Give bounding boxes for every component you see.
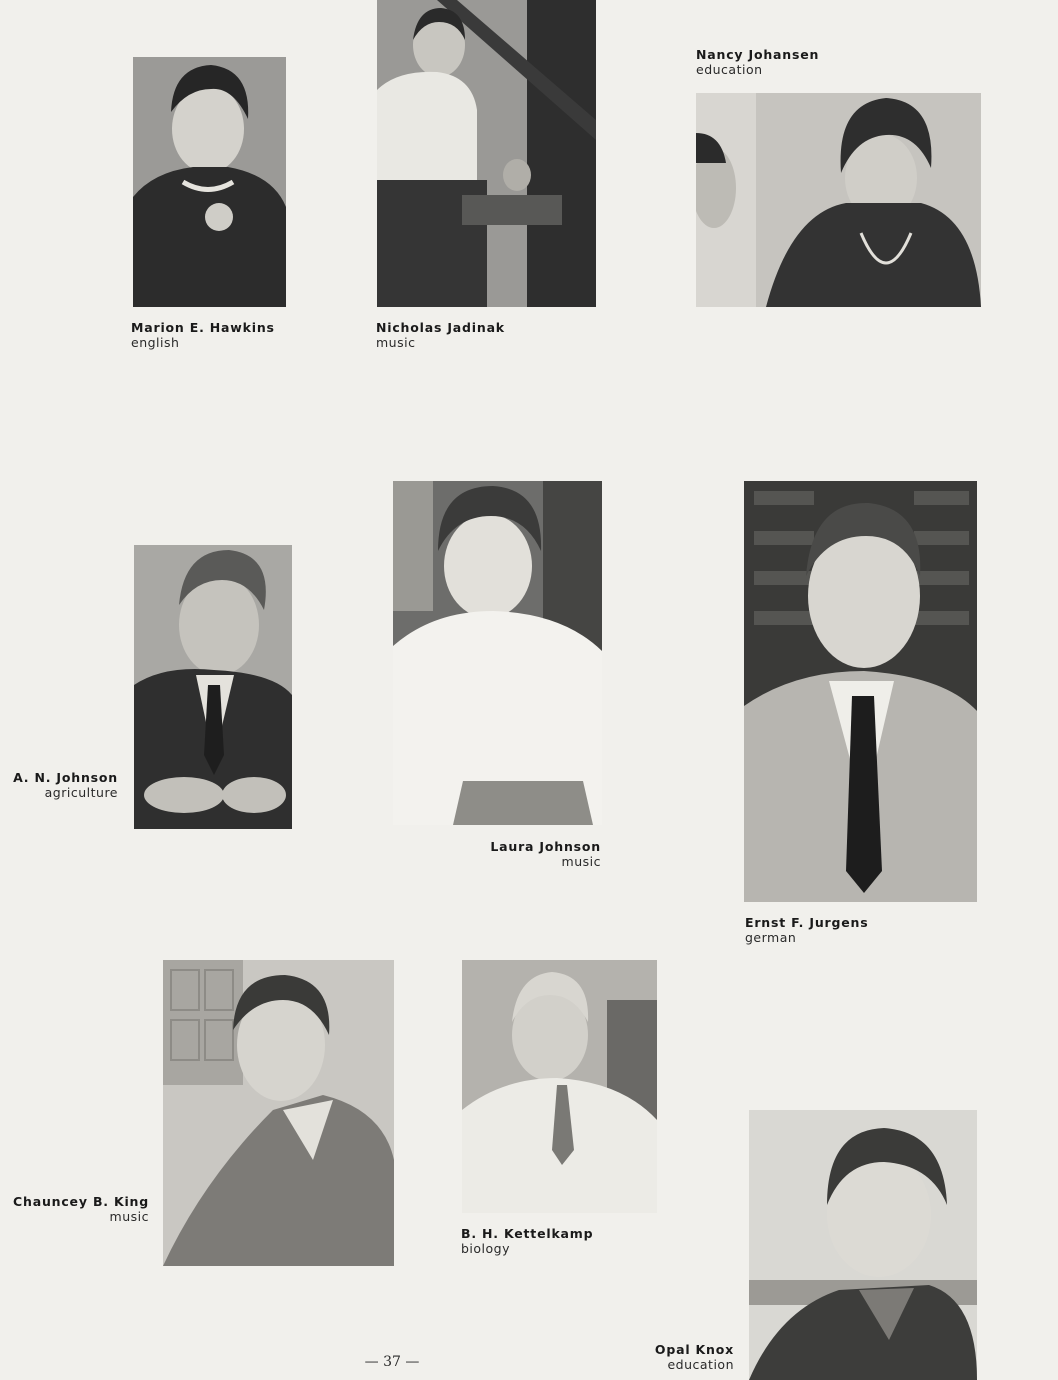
faculty-department: music bbox=[376, 335, 416, 350]
faculty-name: Ernst F. Jurgens bbox=[745, 915, 869, 930]
faculty-name: Opal Knox bbox=[654, 1342, 734, 1357]
faculty-department: education bbox=[667, 1357, 734, 1372]
faculty-name: Nancy Johansen bbox=[696, 47, 820, 62]
portrait-photo-an-johnson bbox=[134, 545, 292, 829]
portrait-photo-king bbox=[163, 960, 394, 1266]
faculty-department: agriculture bbox=[44, 785, 118, 800]
page-number: — 37 — bbox=[364, 1354, 420, 1370]
portrait-photo-laura-johnson bbox=[393, 481, 602, 825]
portrait-photo-jurgens bbox=[744, 481, 977, 902]
faculty-department: biology bbox=[461, 1241, 511, 1256]
faculty-department: english bbox=[131, 335, 180, 350]
faculty-name: Chauncey B. King bbox=[13, 1194, 149, 1209]
faculty-name: Nicholas Jadinak bbox=[376, 320, 505, 335]
portrait-photo-johansen bbox=[696, 93, 981, 307]
faculty-name: Marion E. Hawkins bbox=[131, 320, 275, 335]
portrait-photo-hawkins bbox=[133, 57, 286, 307]
caption-laura-johnson bbox=[490, 839, 601, 869]
faculty-department: music bbox=[109, 1209, 149, 1224]
faculty-name: Laura Johnson bbox=[490, 839, 601, 854]
caption-king bbox=[13, 1194, 149, 1224]
caption-knox bbox=[655, 1342, 734, 1372]
portrait-photo-knox bbox=[749, 1110, 977, 1380]
portrait-photo-kettelkamp bbox=[462, 960, 657, 1213]
faculty-department: music bbox=[561, 854, 601, 869]
portrait-photo-jadinak bbox=[377, 0, 596, 307]
caption-kettelkamp bbox=[461, 1226, 593, 1256]
caption-hawkins bbox=[131, 320, 275, 350]
faculty-name: B. H. Kettelkamp bbox=[461, 1226, 594, 1241]
faculty-department: education bbox=[696, 62, 763, 77]
faculty-name: A. N. Johnson bbox=[13, 770, 118, 785]
caption-johansen bbox=[696, 47, 819, 77]
caption-an-johnson bbox=[13, 770, 118, 800]
caption-jurgens bbox=[745, 915, 868, 945]
faculty-department: german bbox=[745, 930, 797, 945]
caption-jadinak bbox=[376, 320, 505, 350]
